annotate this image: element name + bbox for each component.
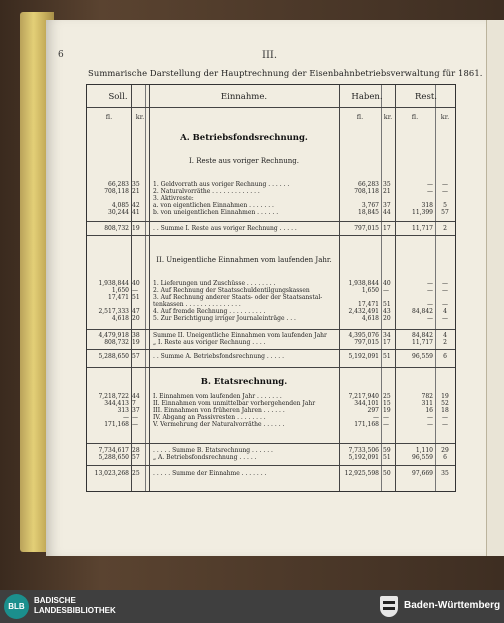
cell-soll-kr: 37 xyxy=(132,407,140,414)
cell-text: 1. Geldvorrath aus voriger Rechnung . . . . . . xyxy=(153,181,290,188)
unit-kr: kr. xyxy=(383,113,393,121)
cell-soll-fl: 17,471 xyxy=(108,294,129,301)
cell-rest-kr: 57 xyxy=(441,209,449,216)
cell-haben-fl: 3,767 xyxy=(361,202,379,209)
cell-rest-fl: 318 xyxy=(421,202,433,209)
cell-text: tenkassen . . . . . . . . . . . . . . . xyxy=(153,301,241,308)
cell-haben-fl: 7,733,506 xyxy=(348,447,379,454)
unit-fl: fl. xyxy=(411,113,419,121)
cell-rest-kr: — xyxy=(442,315,448,322)
cell-soll-kr: 19 xyxy=(132,339,140,346)
cell-soll-fl: 4,085 xyxy=(111,202,129,209)
unit-fl: fl. xyxy=(356,113,364,121)
cell-soll-fl: 808,732 xyxy=(104,225,129,232)
cell-rest-kr: — xyxy=(442,287,448,294)
cell-soll-fl: 808,732 xyxy=(104,339,129,346)
cell-haben-kr: 15 xyxy=(383,400,391,407)
cell-text: I. Einnahmen vom laufenden Jahr . . . . . . . xyxy=(153,393,282,400)
section-b-title: B. Etatsrechnung. xyxy=(200,377,288,387)
header-einnahme: Einnahme. xyxy=(220,92,268,102)
cell-haben-kr: 19 xyxy=(383,407,391,414)
cell-rest-fl: — xyxy=(427,301,433,308)
table-row xyxy=(87,353,455,361)
table-row xyxy=(87,421,455,429)
cell-soll-kr: 35 xyxy=(132,181,140,188)
cell-soll-fl: 1,938,844 xyxy=(98,280,129,287)
cell-haben-kr: 21 xyxy=(383,188,391,195)
cell-haben-fl: — xyxy=(373,414,379,421)
cell-text: 2. Auf Rechnung der Staatsschuldentilgungskassen xyxy=(153,287,310,294)
cell-text: . . Summe I. Reste aus voriger Rechnung . . . . . xyxy=(153,225,297,232)
cell-haben-fl: 7,217,940 xyxy=(348,393,379,400)
table-row xyxy=(87,315,455,323)
cell-rest-kr: 4 xyxy=(443,332,447,339)
cell-rest-fl: — xyxy=(427,181,433,188)
table-row xyxy=(87,339,455,347)
cell-haben-fl: 17,471 xyxy=(358,301,379,308)
cell-haben-fl: 344,101 xyxy=(354,400,379,407)
cell-rest-fl: — xyxy=(427,188,433,195)
cell-soll-fl: 5,288,650 xyxy=(98,454,129,461)
header-rule xyxy=(87,107,455,108)
cell-rest-kr: 19 xyxy=(441,393,449,400)
cell-haben-kr: 59 xyxy=(383,447,391,454)
cell-text: V. Vermehrung der Naturalvorräthe . . . . . . xyxy=(153,421,285,428)
cell-soll-fl: 30,244 xyxy=(108,209,129,216)
cell-soll-fl: 2,517,333 xyxy=(98,308,129,315)
cell-soll-kr: 7 xyxy=(132,400,136,407)
cell-rest-kr: — xyxy=(442,181,448,188)
cell-rest-kr: — xyxy=(442,421,448,428)
cell-rest-fl: — xyxy=(427,414,433,421)
cell-soll-kr: 42 xyxy=(132,202,140,209)
table-row xyxy=(87,209,455,217)
cell-haben-kr: 37 xyxy=(383,202,391,209)
cell-rest-fl: — xyxy=(427,287,433,294)
sum-rule xyxy=(87,367,455,368)
header-soll: Soll. xyxy=(108,92,128,102)
cell-soll-fl: 4,479,918 xyxy=(98,332,129,339)
cell-soll-kr: 38 xyxy=(132,332,140,339)
cell-rest-fl: 11,399 xyxy=(412,209,433,216)
cell-rest-kr: — xyxy=(442,280,448,287)
cell-haben-kr: 25 xyxy=(383,393,391,400)
cell-rest-kr: — xyxy=(442,188,448,195)
cell-haben-kr: 51 xyxy=(383,301,391,308)
cell-rest-fl: 84,842 xyxy=(412,332,433,339)
cell-haben-kr: 44 xyxy=(383,209,391,216)
cell-rest-kr: 35 xyxy=(441,470,449,477)
subsection-i-title: I. Reste aus voriger Rechnung. xyxy=(189,157,299,165)
cell-haben-fl: 297 xyxy=(367,407,379,414)
cell-rest-kr: 18 xyxy=(441,407,449,414)
cell-rest-kr: 52 xyxy=(441,400,449,407)
facing-page-edge xyxy=(486,20,504,556)
cell-rest-fl: 782 xyxy=(421,393,433,400)
cell-haben-kr: 51 xyxy=(383,353,391,360)
cell-text: . . . . . Summe B. Etatsrechnung . . . . . . xyxy=(153,447,273,454)
cell-rest-fl: 96,559 xyxy=(412,454,433,461)
cell-haben-kr: 17 xyxy=(383,339,391,346)
cell-haben-fl: 4,618 xyxy=(361,315,379,322)
cell-haben-kr: — xyxy=(383,287,389,294)
cell-soll-kr: 57 xyxy=(132,353,140,360)
unit-fl: fl. xyxy=(105,113,113,121)
cell-haben-fl: 4,395,076 xyxy=(348,332,379,339)
sum-rule xyxy=(87,235,455,236)
cell-text: 3. Auf Rechnung anderer Staats- oder der Staatsanstal- xyxy=(153,294,323,301)
cell-soll-fl: 4,618 xyxy=(111,315,129,322)
cell-soll-kr: 25 xyxy=(132,470,140,477)
unit-kr: kr. xyxy=(440,113,450,121)
cell-rest-fl: — xyxy=(427,421,433,428)
cell-rest-fl: 16 xyxy=(425,407,433,414)
cell-haben-fl: 1,650 xyxy=(361,287,379,294)
cell-soll-kr: 20 xyxy=(132,315,140,322)
library-name: BADISCHE LANDESBIBLIOTHEK xyxy=(34,596,116,615)
cell-rest-fl: 84,842 xyxy=(412,308,433,315)
cell-text: b. von uneigentlichen Einnahmen . . . . . . xyxy=(153,209,279,216)
cell-haben-kr: 51 xyxy=(383,454,391,461)
cell-rest-kr: 2 xyxy=(443,225,447,232)
cell-text: „ I. Reste aus voriger Rechnung . . . . xyxy=(153,339,266,346)
cell-soll-kr: 41 xyxy=(132,209,140,216)
cell-text: 3. Aktivreste: xyxy=(153,195,194,202)
cell-haben-fl: 18,845 xyxy=(358,209,379,216)
cell-haben-kr: 50 xyxy=(383,470,391,477)
sum-rule xyxy=(87,465,455,466)
table-row xyxy=(87,225,455,233)
cell-haben-fl: 5,192,091 xyxy=(348,454,379,461)
sum-rule xyxy=(87,329,455,330)
cell-haben-fl: 2,432,491 xyxy=(348,308,379,315)
cell-rest-kr: 29 xyxy=(441,447,449,454)
cell-rest-kr: 2 xyxy=(443,339,447,346)
cell-haben-kr: 43 xyxy=(383,308,391,315)
cell-text: IV. Abgang an Passivresten . . . . . . . . xyxy=(153,414,266,421)
cell-haben-fl: 708,118 xyxy=(354,188,379,195)
cell-haben-fl: 66,283 xyxy=(358,181,379,188)
cell-text: 5. Zur Berichtigung irriger Journaleinträge . . . xyxy=(153,315,296,322)
cell-haben-kr: 34 xyxy=(383,332,391,339)
cell-text: a. von eigentlichen Einnahmen . . . . . . . xyxy=(153,202,274,209)
cell-text: . . . . . Summe der Einnahme . . . . . . . xyxy=(153,470,267,477)
cell-rest-fl: 1,110 xyxy=(415,447,433,454)
cell-haben-fl: 1,938,844 xyxy=(348,280,379,287)
cell-soll-fl: 313 xyxy=(117,407,129,414)
cell-rest-kr: — xyxy=(442,301,448,308)
ledger-table xyxy=(86,84,456,492)
cell-soll-kr: 21 xyxy=(132,188,140,195)
cell-soll-kr: 28 xyxy=(132,447,140,454)
cell-soll-fl: 1,650 xyxy=(111,287,129,294)
cell-rest-kr: 4 xyxy=(443,308,447,315)
cell-text: 4. Auf fremde Rechnung . . . . . . . . . . xyxy=(153,308,266,315)
cell-haben-kr: — xyxy=(383,421,389,428)
cell-rest-kr: 5 xyxy=(443,202,447,209)
cell-text: 1. Lieferungen und Zuschüsse . . . . . . . . xyxy=(153,280,276,287)
state-emblem-icon xyxy=(380,596,398,617)
subsection-ii-title: II. Uneigentliche Einnahmen vom laufenden Jahr. xyxy=(156,256,332,264)
cell-soll-kr: 57 xyxy=(132,454,140,461)
page-title: Summarische Darstellung der Hauptrechnung der Eisenbahnbetriebsverwaltung für 1861. xyxy=(88,68,483,78)
page-number: 6 xyxy=(58,50,64,60)
cell-soll-fl: 7,218,722 xyxy=(98,393,129,400)
cell-rest-fl: 11,717 xyxy=(412,339,433,346)
cell-haben-fl: 171,168 xyxy=(354,421,379,428)
cell-text: II. Einnahmen vom unmittelbar vorhergehenden Jahr xyxy=(153,400,316,407)
cell-soll-kr: 51 xyxy=(132,294,140,301)
cell-haben-fl: 5,192,091 xyxy=(348,353,379,360)
cell-haben-kr: 35 xyxy=(383,181,391,188)
cell-soll-kr: 47 xyxy=(132,308,140,315)
header-rest: Rest. xyxy=(415,92,437,102)
cell-text: . . Summe A. Betriebsfondsrechnung . . . . . xyxy=(153,353,284,360)
cell-text: Summe II. Uneigentliche Einnahmen vom laufenden Jahr xyxy=(153,332,327,339)
cell-rest-fl: — xyxy=(427,315,433,322)
cell-text: III. Einnahmen von früheren Jahren . . . . . . xyxy=(153,407,285,414)
cell-haben-fl: 12,925,598 xyxy=(344,470,379,477)
cell-soll-fl: 7,734,617 xyxy=(98,447,129,454)
cell-soll-kr: — xyxy=(132,287,138,294)
state-label: Baden-Württemberg xyxy=(404,600,501,611)
cell-rest-kr: — xyxy=(442,414,448,421)
cell-soll-fl: — xyxy=(123,414,129,421)
cell-soll-fl: 5,288,650 xyxy=(98,353,129,360)
cell-rest-kr: 6 xyxy=(443,353,447,360)
cell-haben-kr: — xyxy=(383,414,389,421)
footer-bar xyxy=(0,590,504,623)
cell-soll-fl: 13,023,268 xyxy=(94,470,129,477)
cell-soll-kr: — xyxy=(132,421,138,428)
cell-rest-kr: 6 xyxy=(443,454,447,461)
cell-soll-fl: 66,283 xyxy=(108,181,129,188)
cell-text: 2. Naturalvorräthe . . . . . . . . . . . . . xyxy=(153,188,260,195)
cell-soll-fl: 708,118 xyxy=(104,188,129,195)
header-haben: Haben. xyxy=(351,92,383,102)
cell-haben-kr: 40 xyxy=(383,280,391,287)
cell-haben-kr: 20 xyxy=(383,315,391,322)
page-reference: III. xyxy=(262,50,278,61)
cell-rest-fl: 97,669 xyxy=(412,470,433,477)
cell-rest-fl: 96,559 xyxy=(412,353,433,360)
sum-rule xyxy=(87,221,455,222)
table-row xyxy=(87,454,455,462)
cell-soll-kr: 19 xyxy=(132,225,140,232)
section-a-title: A. Betriebsfondsrechnung. xyxy=(180,133,308,143)
cell-soll-fl: 344,413 xyxy=(104,400,129,407)
cell-haben-fl: 797,015 xyxy=(354,339,379,346)
cell-rest-fl: 311 xyxy=(421,400,433,407)
cell-haben-fl: 797,015 xyxy=(354,225,379,232)
cell-soll-kr: — xyxy=(132,414,138,421)
blb-logo: BLB xyxy=(4,594,29,619)
cell-soll-fl: 171,168 xyxy=(104,421,129,428)
cell-rest-fl: 11,717 xyxy=(412,225,433,232)
cell-soll-kr: 40 xyxy=(132,280,140,287)
unit-kr: kr. xyxy=(135,113,145,121)
sum-rule xyxy=(87,443,455,444)
sum-rule xyxy=(87,349,455,350)
cell-rest-fl: — xyxy=(427,280,433,287)
cell-text: „ A. Betriebsfondsrechnung . . . . . xyxy=(153,454,257,461)
cell-soll-kr: 44 xyxy=(132,393,140,400)
table-row xyxy=(87,470,455,478)
cell-haben-kr: 17 xyxy=(383,225,391,232)
